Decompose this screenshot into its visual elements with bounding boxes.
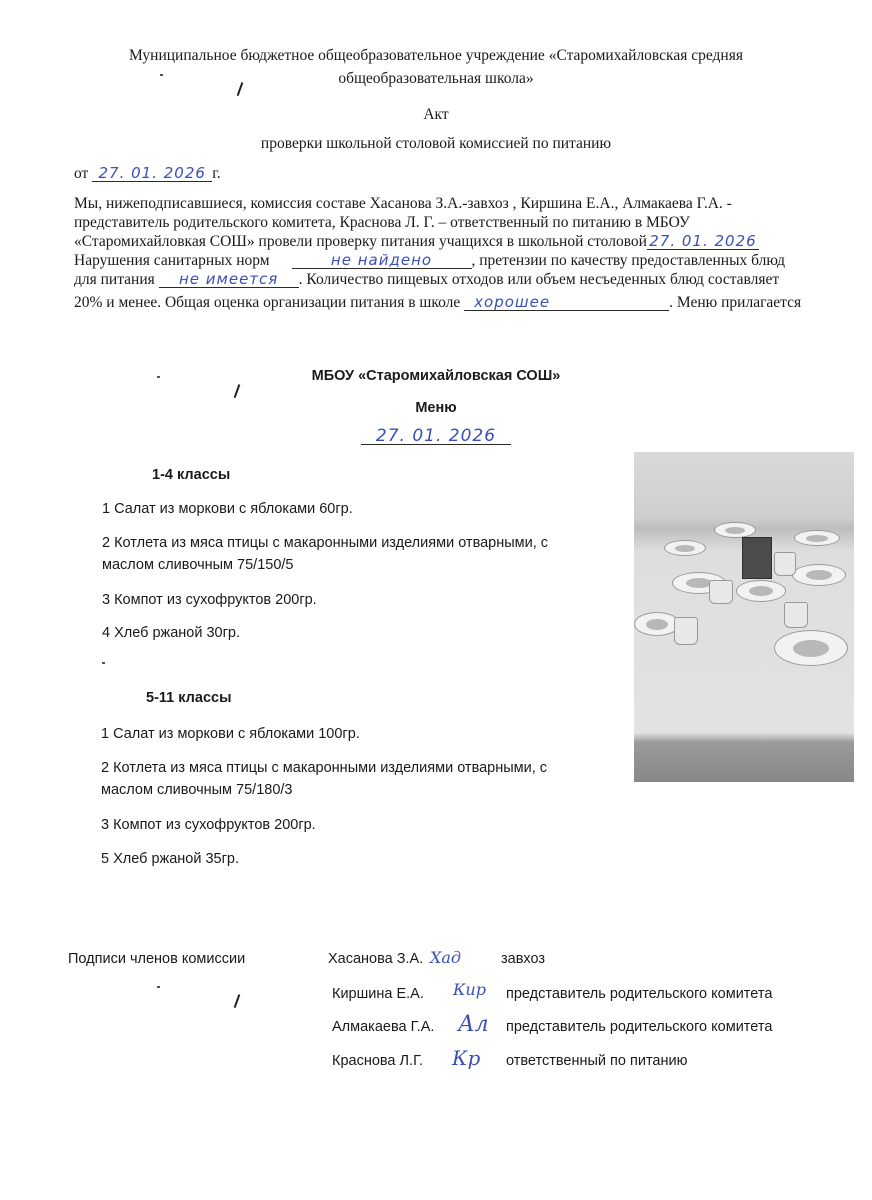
menu-item: 2 Котлета из мяса птицы с макаронными изделиями отварными, с xyxy=(101,760,548,776)
menu-item: 5 Хлеб ржаной 35гр. xyxy=(101,851,239,867)
member-name: Киршина Е.А. xyxy=(332,986,424,1002)
member-signature: Хад xyxy=(430,948,462,967)
claims-handwritten: не имеется xyxy=(159,271,299,288)
body-line-4 xyxy=(74,252,785,270)
cup xyxy=(774,552,796,576)
meal-photo xyxy=(634,452,854,782)
act-title: Акт xyxy=(423,106,449,123)
assessment-label: 20% и менее. Общая оценка организации питания в школе xyxy=(74,294,461,311)
menu-item: 2 Котлета из мяса птицы с макаронными изделиями отварными, с xyxy=(102,535,549,551)
menu-school-name: МБОУ «Старомихайловская СОШ» xyxy=(311,368,561,384)
body-line-1: Мы, нижеподписавшиеся, комиссия составе Хасанова З.А.-завхоз , Киршина Е.А., Алмакаева Г.А. - xyxy=(74,195,732,212)
plate xyxy=(794,530,840,546)
signatures-label: Подписи членов комиссии xyxy=(68,951,246,967)
member-signature: Кр xyxy=(452,1046,481,1070)
member-role: завхоз xyxy=(501,951,546,967)
plate xyxy=(714,522,756,538)
body-line-6-suffix: . Меню прилагается xyxy=(669,294,802,311)
institution-name-line1: Муниципальное бюджетное общеобразовательное учреждение «Старомихайловская средняя xyxy=(129,47,743,64)
napkin-holder xyxy=(742,537,772,579)
menu-title: Меню xyxy=(415,400,457,416)
menu-date-handwritten: 27. 01. 2026 xyxy=(361,428,511,445)
plate xyxy=(736,580,786,602)
institution-name-line2: общеобразовательная школа» xyxy=(338,70,534,87)
menu-item: 3 Компот из сухофруктов 200гр. xyxy=(102,592,317,608)
act-subtitle: проверки школьной столовой комиссией по питанию xyxy=(260,135,612,152)
claims-label: для питания xyxy=(74,271,155,288)
member-signature: Ал xyxy=(458,1012,489,1037)
assessment-handwritten: хорошее xyxy=(464,294,669,311)
member-name: Алмакаева Г.А. xyxy=(332,1019,435,1035)
menu-item: 1 Салат из моркови с яблоками 100гр. xyxy=(101,726,360,742)
cup xyxy=(784,602,808,628)
menu-item-continued: маслом сливочным 75/150/5 xyxy=(102,557,294,573)
body-line-3-text: «Старомихайловкая СОШ» провели проверку питания учащихся в школьной столовой xyxy=(74,233,647,250)
scan-dot xyxy=(157,986,160,988)
group-heading-1-4: 1-4 классы xyxy=(152,467,231,483)
cup xyxy=(709,580,733,604)
body-line-6 xyxy=(74,294,801,312)
stray-dot xyxy=(102,662,105,664)
group-heading-5-11: 5-11 классы xyxy=(146,690,232,706)
menu-item: 1 Салат из моркови с яблоками 60гр. xyxy=(102,501,353,517)
inspection-date-handwritten: 27. 01. 2026 xyxy=(647,233,759,250)
scan-dot xyxy=(157,376,160,378)
scan-dot xyxy=(160,74,163,76)
cup xyxy=(674,617,698,645)
menu-item: 4 Хлеб ржаной 30гр. xyxy=(102,625,240,641)
violations-handwritten: не найдено xyxy=(292,252,472,269)
member-role: представитель родительского комитета xyxy=(506,1019,773,1035)
plate xyxy=(664,540,706,556)
plate xyxy=(774,630,848,666)
body-line-5 xyxy=(74,271,779,289)
date-prefix: от xyxy=(74,165,89,182)
menu-item: 3 Компот из сухофруктов 200гр. xyxy=(101,817,316,833)
violations-label: Нарушения санитарных норм xyxy=(74,252,270,269)
body-line-4-suffix: , претензии по качеству предоставленных блюд xyxy=(471,252,786,269)
member-name: Хасанова З.А. xyxy=(328,951,424,967)
act-date xyxy=(74,165,221,183)
member-name: Краснова Л.Г. xyxy=(332,1053,424,1069)
body-line-3 xyxy=(74,233,759,251)
member-signature: Кир xyxy=(453,980,486,999)
menu-item-continued: маслом сливочным 75/180/3 xyxy=(101,782,293,798)
body-line-2: представитель родительского комитета, Краснова Л. Г. – ответственный по питанию в МБОУ xyxy=(74,214,690,231)
scan-mark xyxy=(234,384,240,398)
menu-date-wrap xyxy=(0,428,872,446)
body-line-5-suffix: . Количество пищевых отходов или объем несъеденных блюд составляет xyxy=(298,271,780,288)
scan-mark xyxy=(234,994,240,1008)
date-suffix: г. xyxy=(212,165,221,182)
member-role: ответственный по питанию xyxy=(506,1053,688,1069)
plate xyxy=(792,564,846,586)
member-role: представитель родительского комитета xyxy=(506,986,773,1002)
date-handwritten: 27. 01. 2026 xyxy=(92,165,212,182)
